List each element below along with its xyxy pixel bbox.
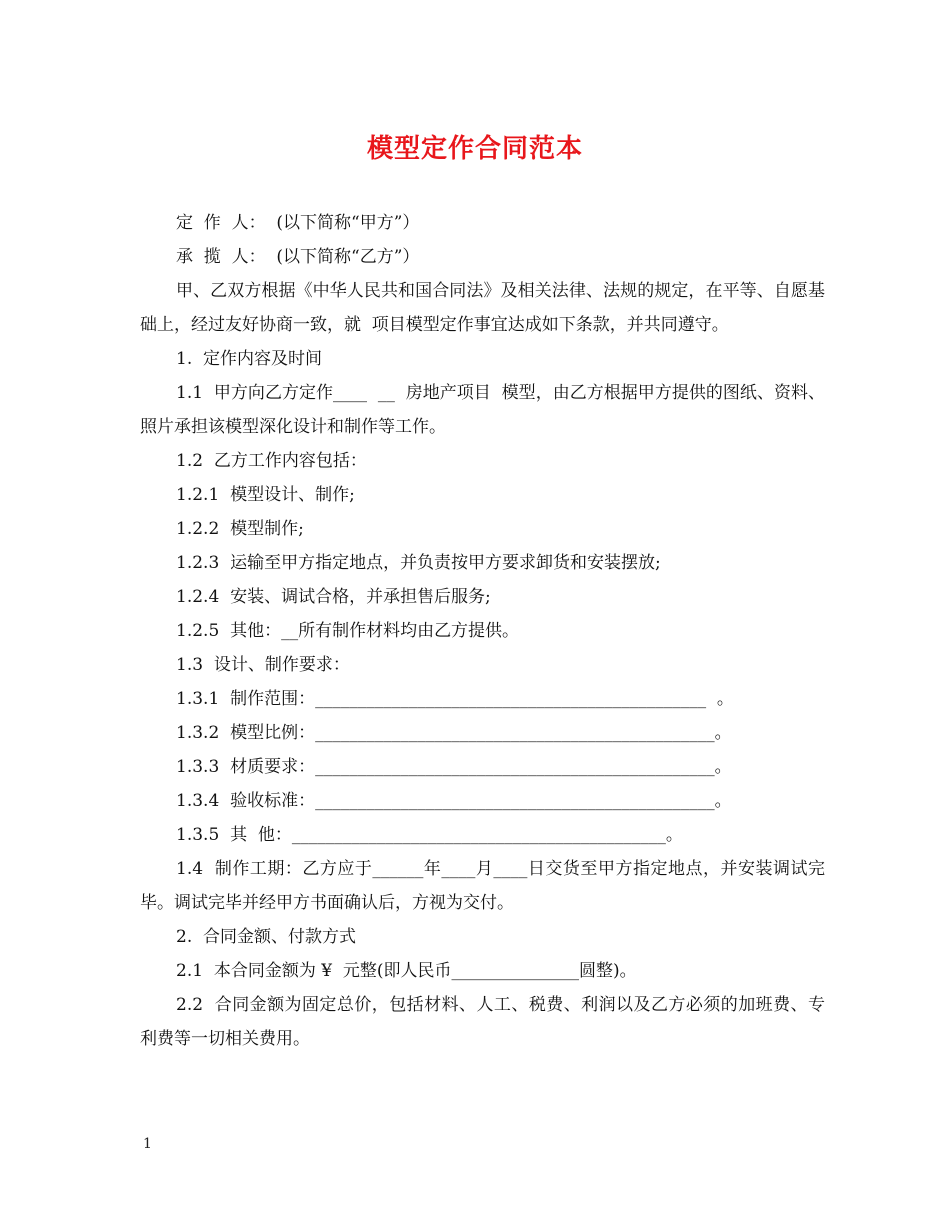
clause-1-3-4: 1.3.4 验收标准：_______________________________________________。 [176, 791, 732, 811]
paragraph-contractor: 承 揽 人： (以下简称“乙方”） [176, 247, 420, 267]
clause-1-2: 1.2 乙方工作内容包括： [176, 451, 367, 471]
clause-2-1: 2.1 本合同金额为 ¥ 元整(即人民币_______________圆整)。 [176, 961, 637, 981]
clause-1-3-1: 1.3.1 制作范围：______________________________________________ 。 [176, 689, 734, 709]
clause-1-3: 1.3 设计、制作要求： [176, 655, 350, 675]
clause-1-3-3: 1.3.3 材质要求：_______________________________________________。 [176, 757, 732, 777]
clause-1-2-5: 1.2.5 其他：__所有制作材料均由乙方提供。 [176, 621, 520, 641]
clause-1-1: 1.1 甲方向乙方定作____ __ 房地产项目 模型，由乙方根据甲方提供的图纸、资料、照片承担该模型深化设计和制作等工作。 [140, 383, 825, 437]
clause-1-2-4: 1.2.4 安装、调试合格，并承担售后服务; [176, 587, 491, 607]
clause-2-2: 2.2 合同金额为固定总价，包括材料、人工、税费、利润以及乙方必须的加班费、专利费等一切相关费用。 [140, 995, 825, 1049]
clause-1-4: 1.4 制作工期：乙方应于______年____月____日交货至甲方指定地点，并安装调试完毕。调试完毕并经甲方书面确认后，方视为交付。 [140, 859, 825, 913]
clause-1-2-1: 1.2.1 模型设计、制作; [176, 485, 355, 505]
section-heading-1: 1. 定作内容及时间 [176, 349, 323, 369]
document-title: 模型定作合同范本 [366, 134, 583, 164]
document-body [140, 206, 825, 1056]
clause-1-2-3: 1.2.3 运输至甲方指定地点，并负责按甲方要求卸货和安装摆放; [176, 553, 661, 573]
clause-1-3-5: 1.3.5 其 他：____________________________________________。 [176, 825, 683, 845]
paragraph-client: 定 作 人： (以下简称“甲方”） [176, 213, 420, 233]
clause-1-2-2: 1.2.2 模型制作; [176, 519, 304, 539]
clause-1-3-2: 1.3.2 模型比例：_______________________________________________。 [176, 723, 732, 743]
section-heading-2: 2. 合同金额、付款方式 [176, 927, 357, 947]
page-number: 1 [143, 1136, 152, 1152]
paragraph-preamble: 甲、乙双方根据《中华人民共和国合同法》及相关法律、法规的规定，在平等、自愿基础上，经过友好协商一致，就 项目模型定作事宜达成如下条款，并共同遵守。 [140, 281, 825, 335]
